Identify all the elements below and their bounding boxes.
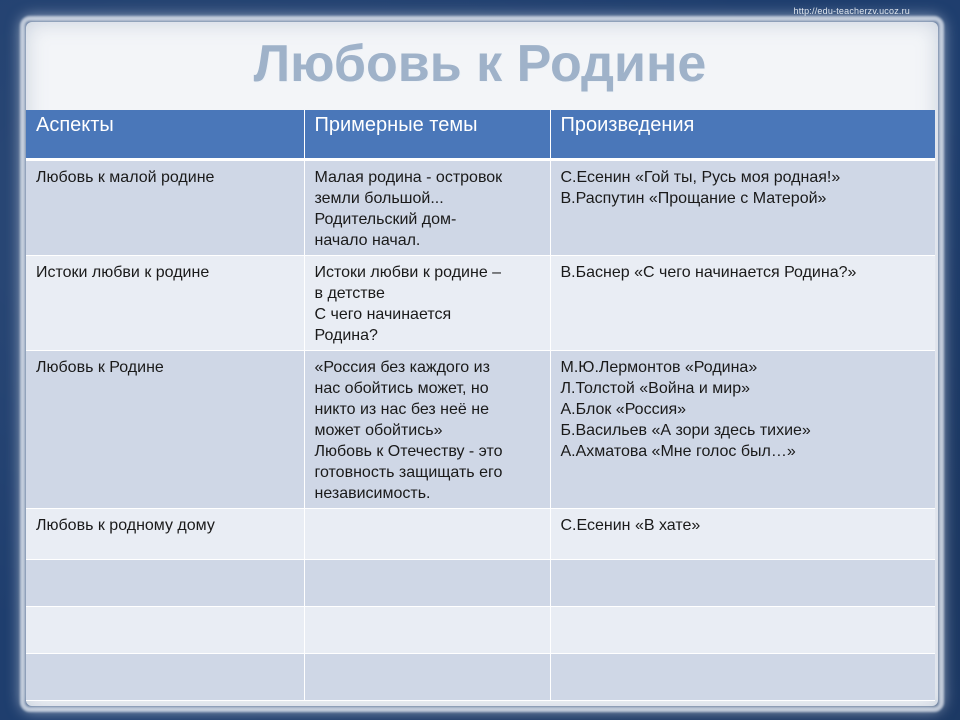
work-line: М.Ю.Лермонтов «Родина» — [560, 359, 758, 376]
themes-cell — [304, 351, 550, 509]
work-line: А.Ахматова «Мне голос был…» — [560, 443, 796, 460]
theme-line: нас обойтись может, но — [314, 380, 489, 397]
work-line: С.Есенин «Гой ты, Русь моя родная!» — [560, 169, 841, 186]
aspect-cell: Любовь к малой родине — [26, 160, 304, 256]
empty-cell — [550, 607, 935, 654]
empty-cell — [26, 654, 304, 701]
theme-line: Родина? — [314, 327, 378, 344]
empty-cell — [26, 607, 304, 654]
header-works: Произведения — [550, 110, 935, 160]
theme-line: Истоки любви к родине – — [314, 264, 502, 281]
empty-cell — [26, 560, 304, 607]
work-line: В.Распутин «Прощание с Матерой» — [560, 190, 827, 207]
themes-cell — [304, 160, 550, 256]
theme-line: независимость. — [314, 485, 431, 502]
work-line: Л.Толстой «Война и мир» — [560, 380, 750, 397]
slide-title: Любовь к Родине — [253, 35, 707, 93]
table-header-row — [26, 110, 935, 160]
work-line: С.Есенин «В хате» — [560, 517, 701, 534]
theme-line: Родительский дом- — [314, 211, 457, 228]
themes-cell — [304, 256, 550, 351]
watermark-url: http://edu-teacherzv.ucoz.ru — [793, 6, 910, 16]
table-row — [26, 256, 935, 351]
aspect-cell: Истоки любви к родине — [26, 256, 304, 351]
empty-cell — [550, 560, 935, 607]
work-line: Б.Васильев «А зори здесь тихие» — [560, 422, 811, 439]
header-aspects: Аспекты — [26, 110, 304, 160]
header-themes: Примерные темы — [304, 110, 550, 160]
themes-cell — [304, 509, 550, 560]
empty-cell — [304, 654, 550, 701]
work-line: В.Баснер «С чего начинается Родина?» — [560, 264, 857, 281]
table-row-empty — [26, 560, 935, 607]
works-cell — [550, 160, 935, 256]
theme-line: земли большой... — [314, 190, 444, 207]
theme-line: никто из нас без неё не — [314, 401, 489, 418]
aspect-cell: Любовь к Родине — [26, 351, 304, 509]
table-row — [26, 351, 935, 509]
aspect-cell: Любовь к родному дому — [26, 509, 304, 560]
theme-line: в детстве — [314, 285, 385, 302]
works-cell — [550, 509, 935, 560]
works-cell — [550, 256, 935, 351]
empty-cell — [304, 560, 550, 607]
empty-cell — [304, 607, 550, 654]
work-line: А.Блок «Россия» — [560, 401, 687, 418]
theme-line: «Россия без каждого из — [314, 359, 490, 376]
table-row — [26, 509, 935, 560]
topics-table — [26, 110, 935, 701]
theme-line: готовность защищать его — [314, 464, 503, 481]
theme-line: может обойтись» — [314, 422, 443, 439]
table-row-empty — [26, 607, 935, 654]
empty-cell — [550, 654, 935, 701]
theme-line: С чего начинается — [314, 306, 452, 323]
table-row — [26, 160, 935, 256]
theme-line: начало начал. — [314, 232, 421, 249]
theme-line: Малая родина - островок — [314, 169, 503, 186]
theme-line: Любовь к Отечеству - это — [314, 443, 503, 460]
works-cell — [550, 351, 935, 509]
table-row-empty — [26, 654, 935, 701]
